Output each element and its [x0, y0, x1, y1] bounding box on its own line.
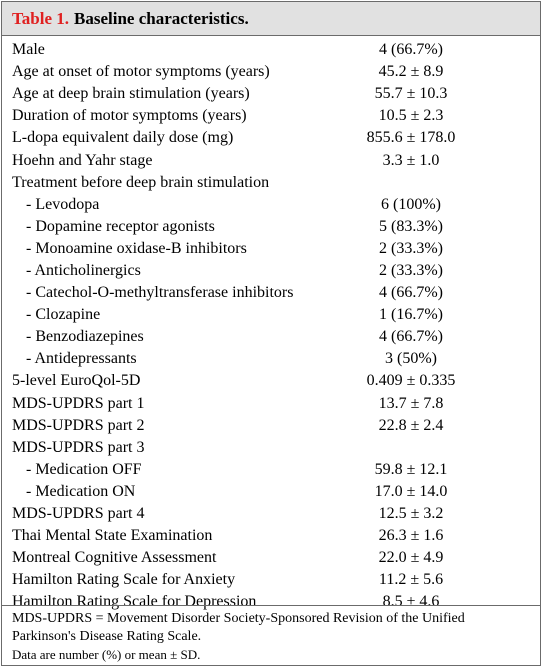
table-row	[2, 304, 540, 326]
table-row	[2, 61, 540, 83]
row-value: 0.409 ± 0.335	[366, 372, 456, 390]
table-row	[2, 149, 540, 171]
table-row	[2, 437, 540, 459]
table-row	[2, 83, 540, 105]
row-value: 4 (66.7%)	[379, 328, 443, 346]
table-row	[2, 415, 540, 437]
row-label: - Medication OFF	[26, 460, 142, 478]
row-label: 5-level EuroQol-5D	[12, 372, 141, 390]
row-label: Male	[12, 41, 45, 59]
row-value: 45.2 ± 8.9	[378, 63, 444, 81]
table-row	[2, 127, 540, 149]
footnote-data-note: Data are number (%) or mean ± SD.	[12, 647, 201, 662]
row-value: 13.7 ± 7.8	[378, 394, 444, 412]
table-row	[2, 393, 540, 415]
row-value: 8.5 ± 4.6	[382, 593, 440, 611]
table-row	[2, 326, 540, 348]
row-value: 12.5 ± 3.2	[378, 505, 444, 523]
table-title: Baseline characteristics.	[74, 8, 249, 28]
table-footnote	[2, 605, 540, 665]
row-value: 2 (33.3%)	[379, 239, 443, 257]
baseline-table	[2, 39, 540, 613]
table-label: Table 1.	[12, 8, 70, 28]
table-row	[2, 481, 540, 503]
row-label: Hamilton Rating Scale for Anxiety	[12, 571, 236, 589]
row-label: Duration of motor symptoms (years)	[12, 107, 247, 125]
row-value: 55.7 ± 10.3	[374, 85, 448, 103]
row-label: - Monoamine oxidase-B inhibitors	[26, 239, 247, 257]
row-value: 22.8 ± 2.4	[378, 416, 444, 434]
row-value: 3.3 ± 1.0	[382, 151, 440, 169]
row-label: Hoehn and Yahr stage	[12, 151, 153, 169]
row-label: - Catechol-O-methyltransferase inhibitors	[26, 284, 294, 302]
table-row	[2, 260, 540, 282]
table-row	[2, 172, 540, 194]
row-label: MDS-UPDRS part 4	[12, 505, 145, 523]
row-label: MDS-UPDRS part 1	[12, 394, 145, 412]
row-label: Treatment before deep brain stimulation	[12, 173, 270, 191]
row-label: Montreal Cognitive Assessment	[12, 549, 217, 567]
row-label: Thai Mental State Examination	[12, 527, 213, 545]
row-value: 26.3 ± 1.6	[378, 527, 444, 545]
row-value: 1 (16.7%)	[379, 306, 443, 324]
row-value	[282, 172, 540, 194]
row-value: 5 (83.3%)	[379, 217, 443, 235]
row-value: 4 (66.7%)	[379, 284, 443, 302]
row-label: - Anticholinergics	[26, 261, 141, 279]
row-label: Hamilton Rating Scale for Depression	[12, 593, 257, 611]
row-label: - Medication ON	[26, 482, 136, 500]
table-frame	[1, 1, 541, 666]
row-value: 11.2 ± 5.6	[378, 571, 444, 589]
row-label: - Antidepressants	[26, 350, 137, 368]
row-value: 59.8 ± 12.1	[374, 460, 448, 478]
row-value: 3 (50%)	[385, 350, 437, 368]
row-value: 6 (100%)	[381, 195, 441, 213]
table-row	[2, 370, 540, 392]
row-label: Age at deep brain stimulation (years)	[12, 85, 250, 103]
table-row	[2, 216, 540, 238]
row-value: 22.0 ± 4.9	[378, 549, 444, 567]
footnote-abbreviation: MDS-UPDRS = Movement Disorder Society-Sponsored Revision of the Unified Parkinson's Disease Rating Scale.	[12, 611, 465, 644]
table-rows	[2, 39, 540, 613]
table-caption	[2, 2, 540, 36]
row-value: 10.5 ± 2.3	[378, 107, 444, 125]
row-value: 17.0 ± 14.0	[374, 482, 448, 500]
row-label: L-dopa equivalent daily dose (mg)	[12, 129, 234, 147]
table-row	[2, 503, 540, 525]
row-value: 2 (33.3%)	[379, 261, 443, 279]
table-row	[2, 194, 540, 216]
table-row	[2, 547, 540, 569]
table-row	[2, 525, 540, 547]
table-row	[2, 105, 540, 127]
row-label: - Levodopa	[26, 195, 100, 213]
table-row	[2, 238, 540, 260]
row-label: MDS-UPDRS part 2	[12, 416, 145, 434]
row-value: 4 (66.7%)	[379, 41, 443, 59]
row-label: Age at onset of motor symptoms (years)	[12, 63, 270, 81]
table-row	[2, 348, 540, 370]
table-row	[2, 39, 540, 61]
row-value	[282, 437, 540, 459]
table-row	[2, 569, 540, 591]
table-row	[2, 282, 540, 304]
row-label: - Benzodiazepines	[26, 328, 144, 346]
row-label: MDS-UPDRS part 3	[12, 438, 145, 456]
table-row	[2, 459, 540, 481]
table-body-wrap	[2, 36, 540, 613]
row-value: 855.6 ± 178.0	[366, 129, 456, 147]
row-label: - Dopamine receptor agonists	[26, 217, 215, 235]
row-label: - Clozapine	[26, 306, 101, 324]
